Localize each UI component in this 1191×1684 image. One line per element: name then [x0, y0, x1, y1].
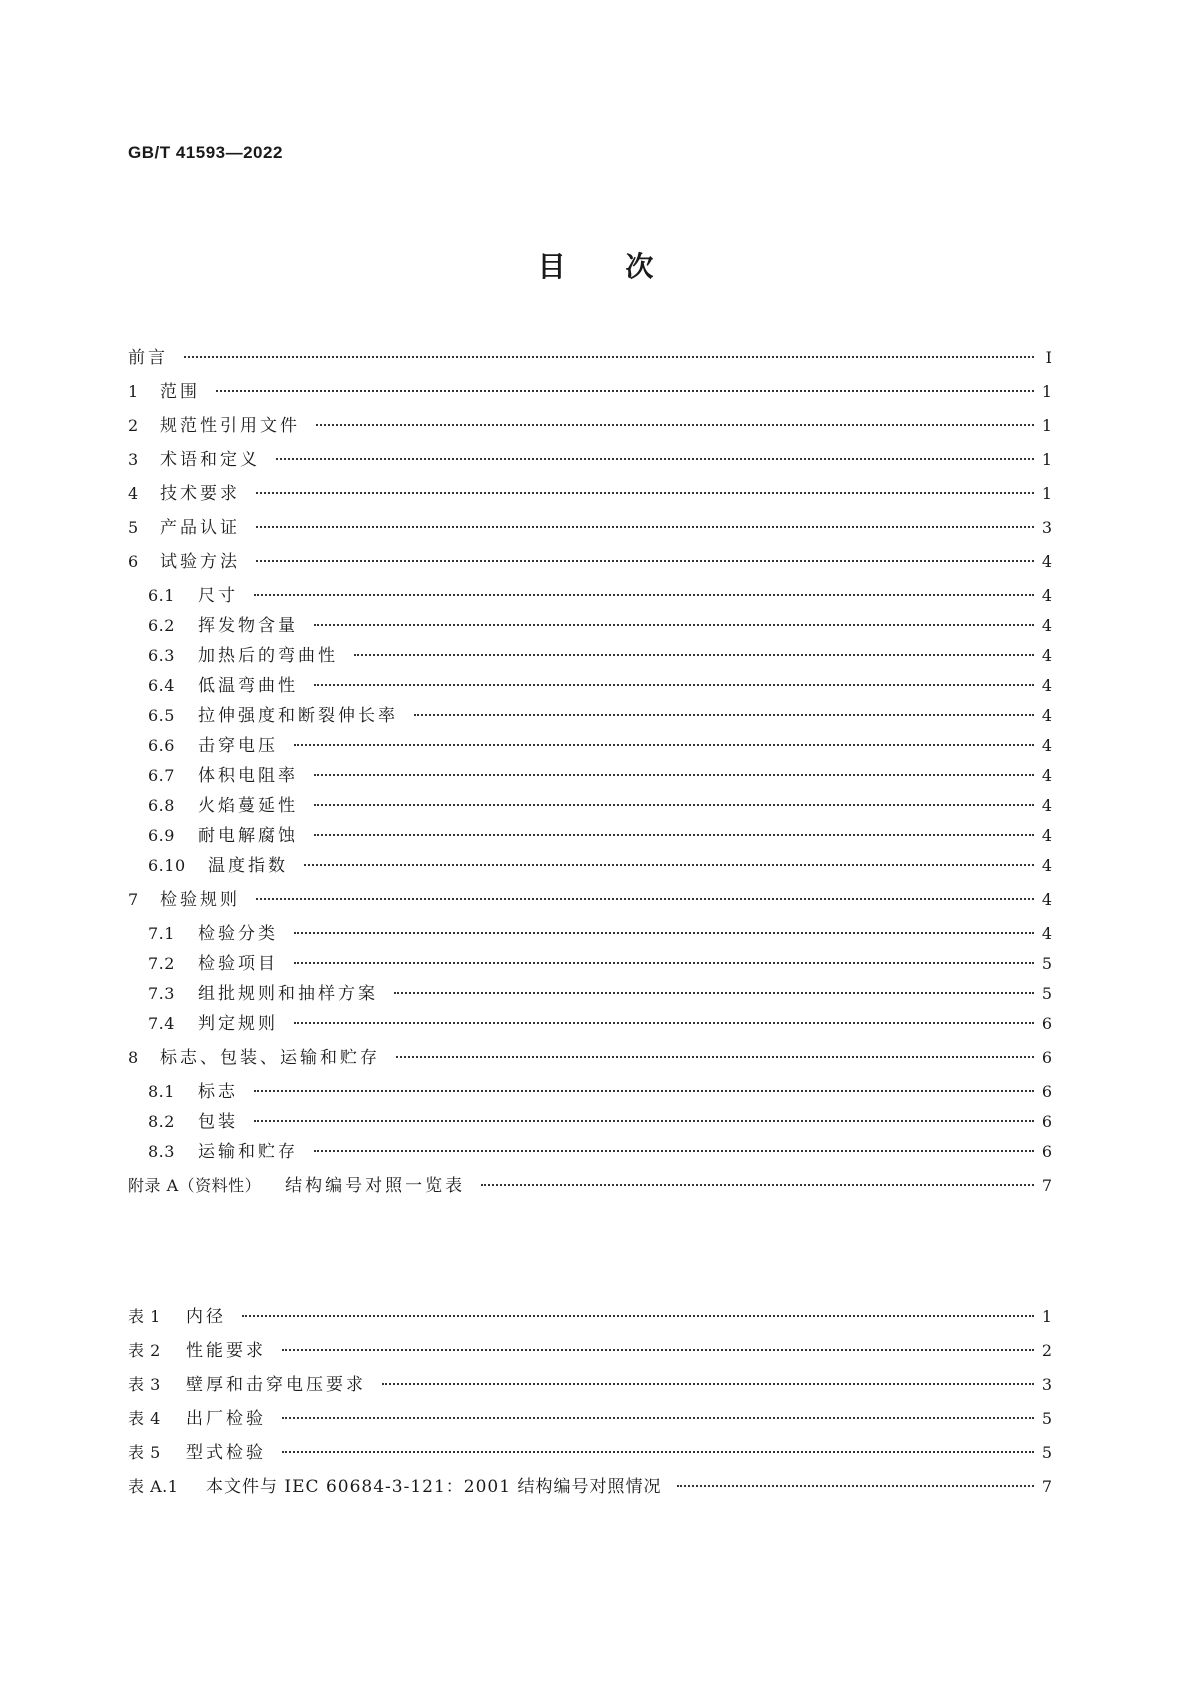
toc-item-label: 技术要求: [160, 484, 240, 504]
toc-item-number: 8.2: [148, 1112, 175, 1131]
toc-item-number: 3: [128, 450, 139, 469]
toc-item-page: 1: [1041, 484, 1052, 503]
toc-leader-dots: [256, 560, 1034, 562]
toc-item-number: 6.2: [148, 616, 175, 635]
toc-item-label: 尺寸: [198, 586, 238, 606]
toc-item-page: 6: [1041, 1112, 1052, 1131]
toc-leader-dots: [382, 1383, 1034, 1385]
toc-item-number: 4: [128, 484, 139, 503]
table-item-page: 7: [1041, 1477, 1052, 1496]
toc-item-page: 4: [1041, 796, 1052, 815]
toc-item-page: 4: [1041, 552, 1052, 571]
toc-item-3[interactable]: [128, 445, 1052, 475]
toc-item-label: 范围: [160, 382, 200, 402]
toc-item-label: 判定规则: [198, 1014, 278, 1034]
toc-item-page: 4: [1041, 890, 1052, 909]
toc-item-8-3[interactable]: [148, 1137, 1052, 1167]
toc-item-6[interactable]: [128, 547, 1052, 577]
toc-item-6-7[interactable]: [148, 761, 1052, 791]
toc-item-2[interactable]: [128, 411, 1052, 441]
toc-item-label: 组批规则和抽样方案: [198, 984, 378, 1004]
toc-leader-dots: [314, 624, 1034, 626]
table-item-5[interactable]: [128, 1438, 1052, 1468]
toc-item-number: 6.7: [148, 766, 175, 785]
toc-item-number: 7.4: [148, 1014, 175, 1033]
toc-leader-dots: [242, 1315, 1034, 1317]
toc-leader-dots: [314, 684, 1034, 686]
toc-item-number: 6.10: [148, 856, 186, 875]
toc-leader-dots: [282, 1417, 1034, 1419]
toc-item-page: Ⅰ: [1045, 348, 1052, 367]
toc-leader-dots: [254, 1120, 1034, 1122]
toc-leader-dots: [256, 526, 1034, 528]
toc-item-page: 6: [1041, 1082, 1052, 1101]
table-item-label: 性能要求: [186, 1341, 266, 1361]
toc-item-page: 4: [1041, 646, 1052, 665]
toc-item-page: 4: [1041, 706, 1052, 725]
toc-item-6-5[interactable]: [148, 701, 1052, 731]
toc-item-label: 挥发物含量: [198, 616, 298, 636]
toc-leader-dots: [394, 992, 1034, 994]
toc-leader-dots: [256, 898, 1034, 900]
toc-leader-dots: [354, 654, 1034, 656]
table-item-label: 内径: [186, 1307, 226, 1327]
toc-item-page: 1: [1041, 450, 1052, 469]
toc-item-6-1[interactable]: [148, 581, 1052, 611]
toc-item-page: 4: [1041, 736, 1052, 755]
toc-item-number: 7.1: [148, 924, 175, 943]
toc-leader-dots: [314, 774, 1034, 776]
toc-item-label: 运输和贮存: [198, 1142, 298, 1162]
toc-item-8[interactable]: [128, 1043, 1052, 1073]
toc-item-page: 6: [1041, 1048, 1052, 1067]
toc-leader-dots: [294, 1022, 1034, 1024]
toc-leader-dots: [282, 1451, 1034, 1453]
toc-leader-dots: [314, 834, 1034, 836]
toc-leader-dots: [396, 1056, 1034, 1058]
table-item-page: 5: [1041, 1409, 1052, 1428]
toc-leader-dots: [677, 1485, 1034, 1487]
toc-item-label: 规范性引用文件: [160, 416, 300, 436]
toc-leader-dots: [314, 804, 1034, 806]
toc-item-label: 前言: [128, 348, 168, 368]
toc-item-8-2[interactable]: [148, 1107, 1052, 1137]
toc-item-number: 1: [128, 382, 139, 401]
table-item-number: 表 A.1: [128, 1477, 179, 1496]
table-item-label: 壁厚和击穿电压要求: [186, 1375, 366, 1395]
toc-item-page: 4: [1041, 586, 1052, 605]
toc-item-label: 温度指数: [208, 856, 288, 876]
toc-item-page: 4: [1041, 856, 1052, 875]
table-item-number: 表 3: [128, 1375, 161, 1394]
toc-item-number: 6: [128, 552, 139, 571]
toc-item-label: 低温弯曲性: [198, 676, 298, 696]
toc-leader-dots: [254, 1090, 1034, 1092]
toc-item-label: 火焰蔓延性: [198, 796, 298, 816]
toc-item-number: 6.6: [148, 736, 175, 755]
toc-leader-dots: [414, 714, 1034, 716]
toc-item-6-10[interactable]: [148, 851, 1052, 881]
toc-item-label: 标志、包装、运输和贮存: [160, 1048, 380, 1068]
toc-item-8-1[interactable]: [148, 1077, 1052, 1107]
toc-item-number: 7: [128, 890, 139, 909]
toc-leader-dots: [256, 492, 1034, 494]
toc-item-number: 5: [128, 518, 139, 537]
toc-item-label: 检验项目: [198, 954, 278, 974]
toc-leader-dots: [304, 864, 1034, 866]
table-item-2[interactable]: [128, 1336, 1052, 1366]
toc-leader-dots: [294, 962, 1034, 964]
toc-leader-dots: [184, 356, 1034, 358]
toc-leader-dots: [216, 390, 1034, 392]
toc-item-page: 5: [1041, 984, 1052, 1003]
toc-item-label: 击穿电压: [198, 736, 278, 756]
toc-leader-dots: [282, 1349, 1034, 1351]
toc-item-label: 产品认证: [160, 518, 240, 538]
toc-item-label: 结构编号对照一览表: [285, 1176, 466, 1196]
table-item-label: 本文件与 IEC 60684-3-121：2001 结构编号对照情况: [206, 1477, 662, 1497]
toc-item-7-1[interactable]: [148, 919, 1052, 949]
toc-item-page: 4: [1041, 766, 1052, 785]
toc-item-6-9[interactable]: [148, 821, 1052, 851]
toc-item-number: 8.3: [148, 1142, 175, 1161]
toc-item-7-3[interactable]: [148, 979, 1052, 1009]
table-item-number: 表 1: [128, 1307, 161, 1326]
toc-item-page: 4: [1041, 924, 1052, 943]
table-item-3[interactable]: [128, 1370, 1052, 1400]
toc-item-number: 2: [128, 416, 139, 435]
toc-item-5[interactable]: [128, 513, 1052, 543]
toc-item-label: 加热后的弯曲性: [198, 646, 338, 666]
toc-item-6-3[interactable]: [148, 641, 1052, 671]
toc-item-6-2[interactable]: [148, 611, 1052, 641]
table-item-4[interactable]: [128, 1404, 1052, 1434]
toc-item-4[interactable]: [128, 479, 1052, 509]
toc-item-page: 7: [1041, 1176, 1052, 1195]
toc-leader-dots: [294, 932, 1034, 934]
table-item-page: 3: [1041, 1375, 1052, 1394]
table-item-label: 型式检验: [186, 1443, 266, 1463]
toc-item-label: 耐电解腐蚀: [198, 826, 298, 846]
toc-leader-dots: [316, 424, 1034, 426]
toc-item-page: 3: [1041, 518, 1052, 537]
toc-item-number: 6.3: [148, 646, 175, 665]
toc-leader-dots: [294, 744, 1034, 746]
toc-item-page: 1: [1041, 416, 1052, 435]
toc-item-page: 4: [1041, 826, 1052, 845]
toc-item-page: 6: [1041, 1142, 1052, 1161]
table-item-label: 出厂检验: [186, 1409, 266, 1429]
toc-item-number: 6.5: [148, 706, 175, 725]
toc-item-label: 体积电阻率: [198, 766, 298, 786]
toc-item-label: 包装: [198, 1112, 238, 1132]
table-item-a1[interactable]: [128, 1472, 1052, 1502]
toc-item-number: 8.1: [148, 1082, 175, 1101]
toc-item-page: 4: [1041, 616, 1052, 635]
toc-item-number: 6.9: [148, 826, 175, 845]
toc-item-6-6[interactable]: [148, 731, 1052, 761]
toc-item-label: 试验方法: [160, 552, 240, 572]
toc-item-7-4[interactable]: [148, 1009, 1052, 1039]
toc-item-page: 4: [1041, 676, 1052, 695]
page-title: 目 次: [537, 250, 654, 283]
table-item-page: 5: [1041, 1443, 1052, 1462]
toc-item-annex-a[interactable]: [128, 1171, 1052, 1201]
toc-item-number: 7.3: [148, 984, 175, 1003]
toc-item-label: 标志: [198, 1082, 238, 1102]
table-item-1[interactable]: [128, 1302, 1052, 1332]
toc-leader-dots: [276, 458, 1034, 460]
toc-leader-dots: [481, 1184, 1034, 1186]
toc-item-7-2[interactable]: [148, 949, 1052, 979]
toc-item-page: 6: [1041, 1014, 1052, 1033]
toc-item-6-8[interactable]: [148, 791, 1052, 821]
standard-code: GB/T 41593—2022: [128, 143, 283, 162]
toc-leader-dots: [314, 1150, 1034, 1152]
table-item-page: 1: [1041, 1307, 1052, 1326]
toc-item-number: 附录 A（资料性）: [128, 1176, 262, 1195]
toc-item-7[interactable]: [128, 885, 1052, 915]
toc-item-number: 6.8: [148, 796, 175, 815]
toc-item-label: 术语和定义: [160, 450, 260, 470]
toc-item-number: 6.4: [148, 676, 175, 695]
table-item-number: 表 5: [128, 1443, 161, 1462]
toc-item-1[interactable]: [128, 377, 1052, 407]
toc-item-page: 5: [1041, 954, 1052, 973]
toc-item-label: 检验分类: [198, 924, 278, 944]
table-item-page: 2: [1041, 1341, 1052, 1360]
toc-item-label: 拉伸强度和断裂伸长率: [198, 706, 398, 726]
table-item-number: 表 4: [128, 1409, 161, 1428]
toc-leader-dots: [254, 594, 1034, 596]
toc-item-number: 7.2: [148, 954, 175, 973]
toc-item-page: 1: [1041, 382, 1052, 401]
toc-item-preface[interactable]: [128, 343, 1052, 373]
toc-item-6-4[interactable]: [148, 671, 1052, 701]
toc-item-number: 6.1: [148, 586, 175, 605]
table-item-number: 表 2: [128, 1341, 161, 1360]
toc-item-number: 8: [128, 1048, 139, 1067]
toc-item-label: 检验规则: [160, 890, 240, 910]
